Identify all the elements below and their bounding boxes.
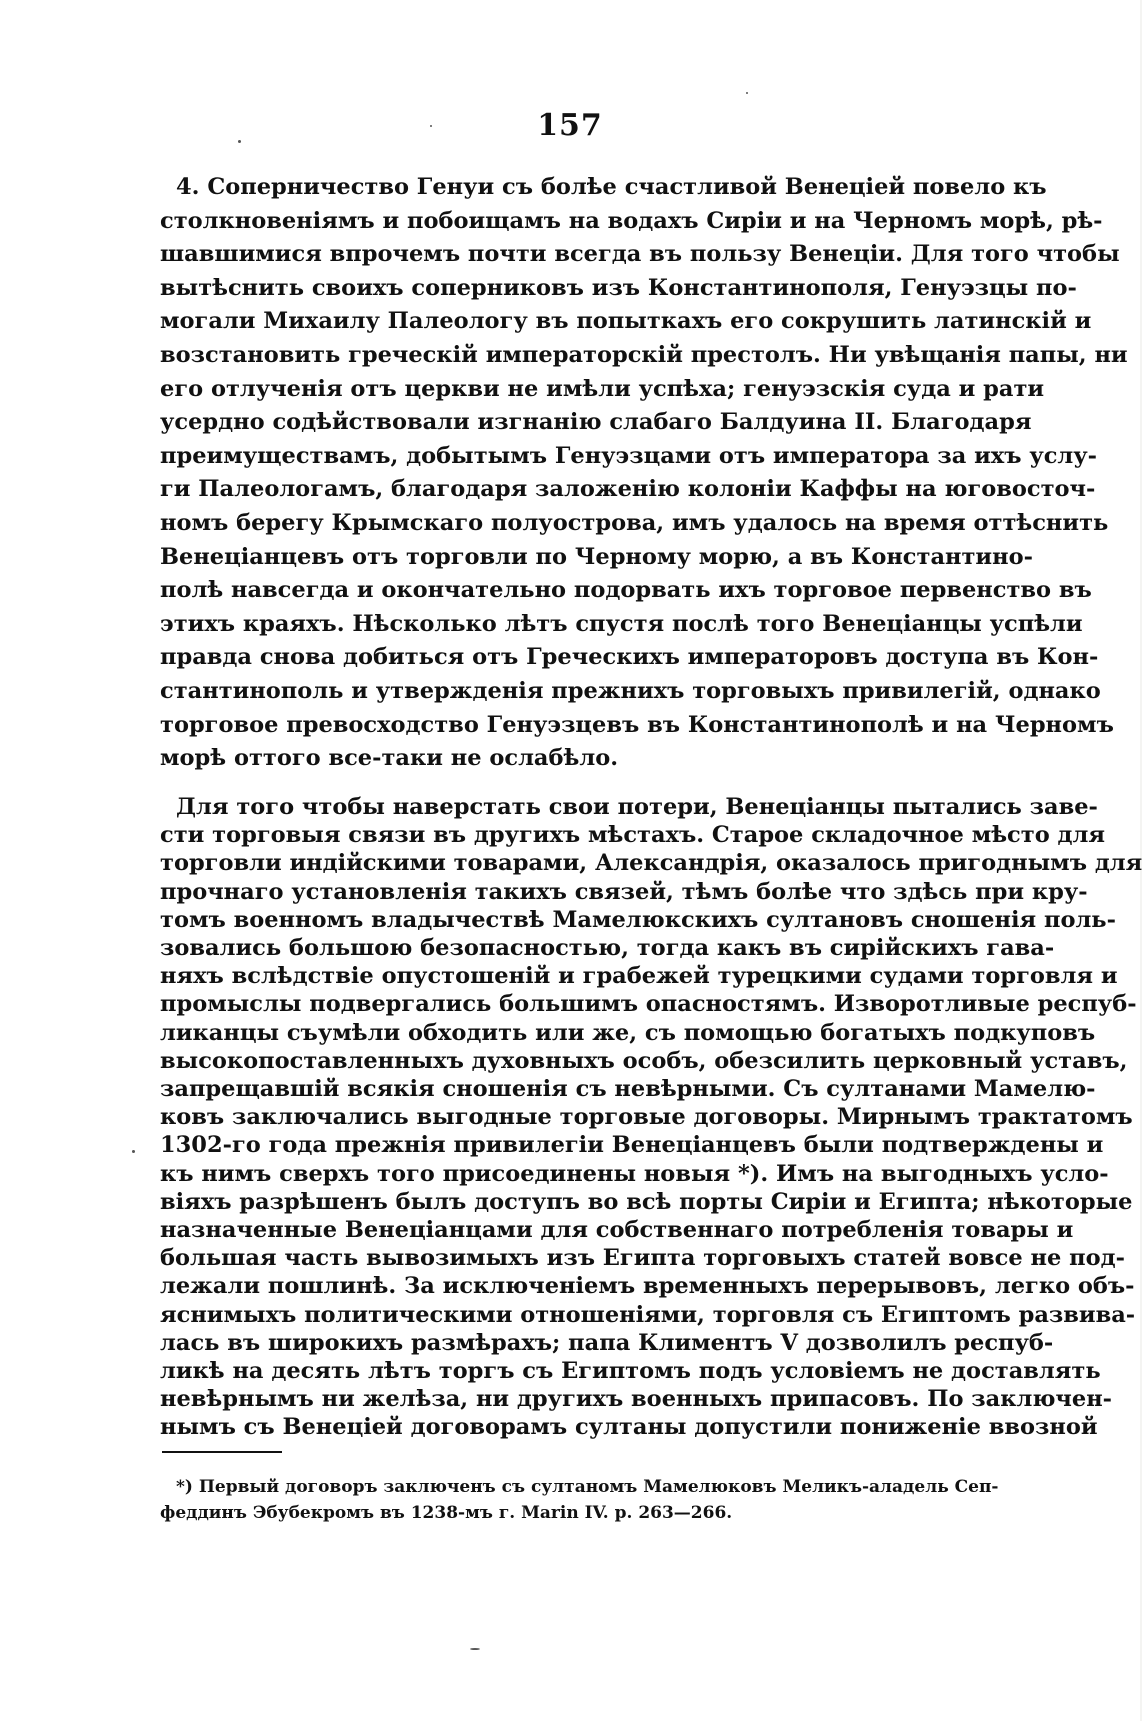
text-line: лась въ широкихъ размѣрахъ; папа Климентъ V дозволилъ респуб- — [160, 1329, 1054, 1356]
text-line: томъ военномъ владычествѣ Мамелюкскихъ султановъ сношенія поль- — [160, 906, 1116, 933]
footnote-separator — [162, 1451, 282, 1453]
text-line: няхъ вслѣдствіе опустошеній и грабежей турецкими судами торговля и — [160, 963, 1118, 990]
text-line: торговли индійскими товарами, Александрія, оказалось пригоднымъ для — [160, 850, 1142, 877]
text-line: большая часть вывозимыхъ изъ Египта торговыхъ статей вовсе не под- — [160, 1245, 1125, 1272]
text-line: могали Михаилу Палеологу въ попыткахъ его сокрушить латинскій и — [160, 308, 1092, 335]
text-line: морѣ оттого все-таки не ослабѣло. — [160, 745, 619, 772]
footnote-line: феддинъ Эбубекромъ въ 1238-мъ г. Marin IV. p. 263—266. — [160, 1503, 733, 1523]
text-line: стантинополь и утвержденія прежнихъ торговыхъ привилегій, однако — [160, 678, 1101, 704]
page-number: 157 — [537, 108, 603, 143]
text-line: ги Палеологамъ, благодаря заложенію колоніи Каффы на юговосточ- — [160, 476, 1096, 503]
text-line: шавшимися впрочемъ почти всегда въ пользу Венеціи. Для того чтобы — [160, 241, 1120, 268]
text-line: высокопоставленныхъ духовныхъ особъ, обезсилить церковный уставъ, — [160, 1047, 1128, 1074]
text-line: 1302-го года прежнія привилегіи Венеціанцевъ были подтверждены и — [160, 1132, 1104, 1159]
text-line: вытѣснить своихъ соперниковъ изъ Константинополя, Генуэзцы по- — [160, 274, 1077, 301]
text-line: торговое превосходство Генуэзцевъ въ Константинополѣ и на Черномъ — [160, 711, 1114, 738]
text-line: усердно содѣйствовали изгнанію слабаго Балдуина II. Благодаря — [160, 409, 1032, 436]
text-line: яснимыхъ политическими отношеніями, торговля съ Египтомъ развива- — [160, 1301, 1136, 1328]
text-line: запрещавшій всякія сношенія съ невѣрными. Съ султанами Мамелю- — [160, 1076, 1096, 1102]
text-line: назначенные Венеціанцами для собственнаго потребленія товары и — [160, 1217, 1074, 1243]
text-line: столкновеніямъ и побоищамъ на водахъ Сиріи и на Черномъ морѣ, рѣ- — [160, 207, 1103, 234]
text-line: зовались большою безопасностью, тогда какъ въ сирійскихъ гава- — [160, 935, 1055, 961]
text-line: ковъ заключались выгодные торговые договоры. Мирнымъ трактатомъ — [160, 1104, 1133, 1131]
text-line: 4. Соперничество Генуи съ болѣе счастливой Венеціей повело къ — [176, 174, 1047, 200]
text-line: къ нимъ сверхъ того присоединены новыя *). Имъ на выгодныхъ усло- — [160, 1160, 1109, 1187]
text-line: лежали пошлинѣ. За исключеніемъ временныхъ перерывовъ, легко объ- — [160, 1273, 1135, 1300]
text-line: сти торговыя связи въ другихъ мѣстахъ. Старое складочное мѣсто для — [160, 822, 1106, 849]
text-line: этихъ краяхъ. Нѣсколько лѣтъ спустя послѣ того Венеціанцы успѣли — [160, 610, 1083, 637]
text-line: прочнаго установленія такихъ связей, тѣмъ болѣе что здѣсь при кру- — [160, 878, 1088, 905]
text-line: промыслы подвергались большимъ опасностямъ. Изворотливые респуб- — [160, 991, 1137, 1018]
text-line: Венеціанцевъ отъ торговли по Черному морю, а въ Константино- — [160, 543, 1033, 570]
text-line: невѣрнымъ ни желѣза, ни другихъ военныхъ припасовъ. По заключен- — [160, 1386, 1113, 1413]
scan-speck — [430, 125, 432, 127]
text-line: Для того чтобы наверстать свои потери, Венеціанцы пытались заве- — [176, 794, 1098, 820]
text-line: его отлученія отъ церкви не имѣли успѣха; генуэзскія суда и рати — [160, 375, 1045, 402]
text-line: возстановить греческій императорскій престолъ. Ни увѣщанія папы, ни — [160, 342, 1128, 368]
text-line: номъ берегу Крымскаго полуострова, имъ удалось на время оттѣснить — [160, 510, 1109, 536]
footnote-line: *) Первый договоръ заключенъ съ султаномъ Мамелюковъ Меликъ-аладель Сеп- — [176, 1477, 999, 1497]
scan-speck — [238, 140, 241, 143]
text-line: ликѣ на десять лѣтъ торгъ съ Египтомъ подъ условіемъ не доставлять — [160, 1358, 1101, 1384]
text-line: нымъ съ Венеціей договорамъ султаны допустили пониженіе ввозной — [160, 1414, 1098, 1441]
text-line: правда снова добиться отъ Греческихъ императоровъ доступа въ Кон- — [160, 644, 1099, 671]
text-line: ликанцы съумѣли обходить или же, съ помощью богатыхъ подкуповъ — [160, 1019, 1096, 1046]
text-line: віяхъ разрѣшенъ былъ доступъ во всѣ порты Сиріи и Египта; нѣкоторые — [160, 1188, 1133, 1215]
text-line: преимуществамъ, добытымъ Генуэзцами отъ императора за ихъ услу- — [160, 442, 1098, 469]
scan-speck — [746, 92, 748, 94]
scan-speck — [470, 1648, 480, 1650]
scan-speck — [132, 1150, 135, 1153]
text-line: полѣ навсегда и окончательно подорвать ихъ торговое первенство въ — [160, 577, 1092, 604]
